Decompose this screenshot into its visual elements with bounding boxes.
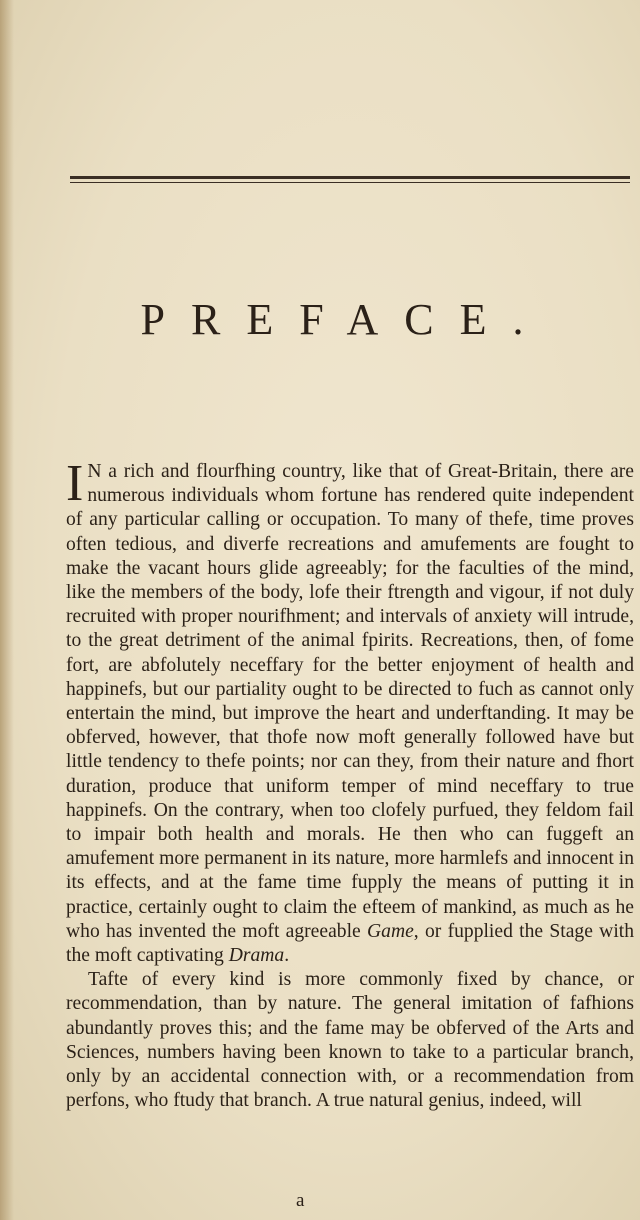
header-rule-thick bbox=[70, 176, 630, 179]
paragraph-1-mid: , or fupplied the Stage with the moft captivating bbox=[66, 920, 635, 967]
header-rule-thin bbox=[70, 182, 630, 183]
paragraph-2: Tafte of every kind is more commonly fixed by chance, or recommendation, than by nature. The general imitation of fafhions abundantly proves this; and the fame may be obferved of the Arts and Sciences, numbers having been known to take to a particular branch, only by an accidental connection with, or a recommendation from perfons, who ftudy that branch. A true natural genius, indeed, will bbox=[66, 969, 634, 1112]
paragraph-1-text: N a rich and flourfhing country, like that of Great-Britain, there are numerous individuals whom fortune has rendered quite independent of any particular calling or occupation. To many of thefe, time proves often tedious, and diverfe recreations and amufements are fought to make the vacant hours glide agreeably; for the faculties of the mind, like the members of the body, lofe their ftrength and vigour, if not duly recruited with proper nourifhment; and intervals of anxiety will intrude, to the great detriment of the animal fpirits. Recreations, then, of fome fort, are abfolutely neceffary for the better enjoyment of health and happinefs, but our partiality ought to be directed to fuch as cannot only entertain the mind, but improve the heart and underftanding. It may be obferved, however, that thofe now moft generally followed have but little tendency to thefe points; nor can they, from their nature and fhort duration, produce that uniform temper of mind neceffary to true happinefs. On the contrary, when too clofely purfued, they feldom fail to impair both health and morals. He then who can fuggeft an amufement more permanent in its nature, more harmlefs and innocent in its effects, and at the fame time fupply the means of putting it in practice, certainly ought to claim the efteem of mankind, as much as he who has invented the moft agreeable bbox=[66, 461, 634, 942]
drop-cap: I bbox=[66, 455, 84, 512]
signature-mark: a bbox=[296, 1190, 305, 1211]
italic-drama: Drama bbox=[228, 945, 285, 967]
italic-game: Game bbox=[367, 920, 414, 942]
paragraph-1 bbox=[66, 455, 635, 968]
paragraph-1-end: . bbox=[284, 945, 290, 967]
page-edge-shadow bbox=[0, 0, 14, 1220]
page-title: PREFACE. bbox=[140, 295, 550, 344]
preface-body bbox=[66, 455, 635, 1113]
